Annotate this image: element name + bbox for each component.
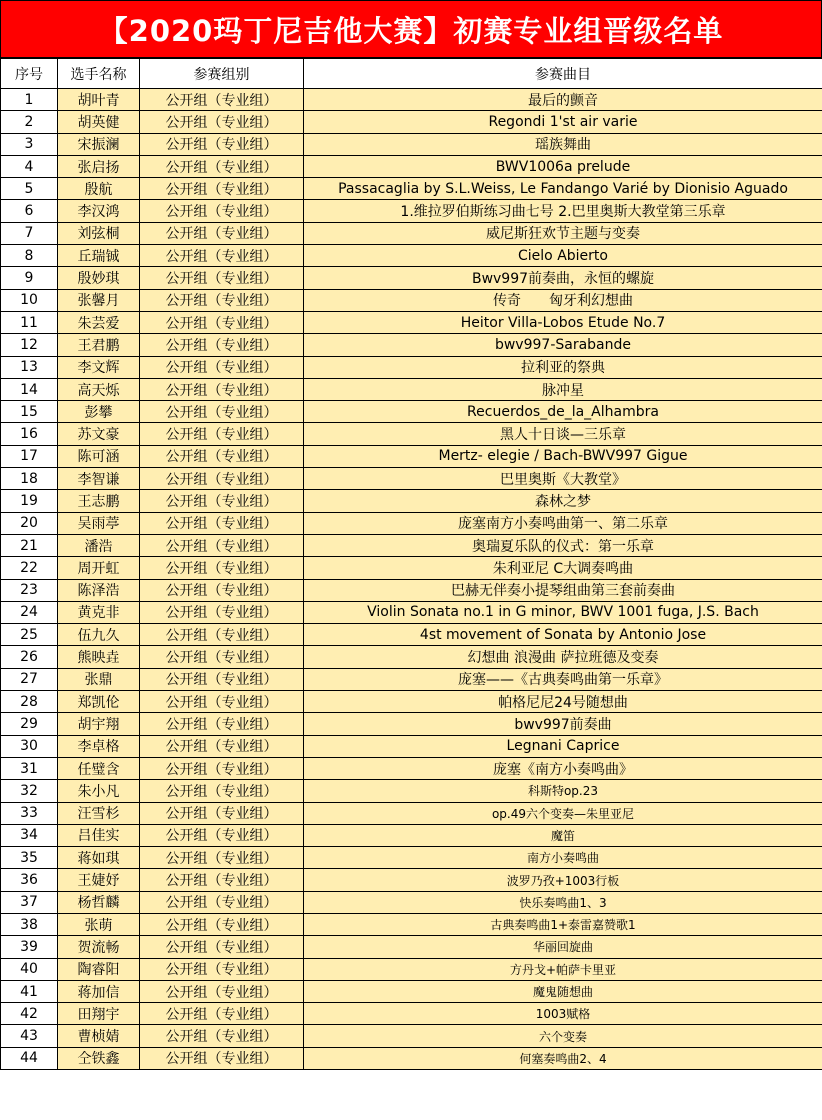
row-seq: 4 — [1, 155, 58, 177]
row-name: 郑凯伦 — [58, 691, 140, 713]
table-row — [1, 222, 822, 244]
row-name: 宋振澜 — [58, 133, 140, 155]
header-group: 参赛组别 — [140, 59, 304, 89]
row-seq: 39 — [1, 936, 58, 958]
row-seq: 2 — [1, 111, 58, 133]
table-row — [1, 445, 822, 467]
row-seq: 42 — [1, 1003, 58, 1025]
table-row — [1, 579, 822, 601]
row-piece: 1003赋格 — [304, 1003, 822, 1025]
row-piece: Legnani Caprice — [304, 735, 822, 757]
row-group: 公开组（专业组） — [140, 245, 304, 267]
row-seq: 15 — [1, 401, 58, 423]
row-name: 陈泽浩 — [58, 579, 140, 601]
row-piece: 南方小奏鸣曲 — [304, 847, 822, 869]
row-group: 公开组（专业组） — [140, 646, 304, 668]
row-name: 胡英健 — [58, 111, 140, 133]
row-piece: 4st movement of Sonata by Antonio Jose — [304, 624, 822, 646]
row-piece: 波罗乃孜+1003行板 — [304, 869, 822, 891]
row-piece: 六个变奏 — [304, 1025, 822, 1047]
row-name: 贺流畅 — [58, 936, 140, 958]
row-piece: 传奇 匈牙利幻想曲 — [304, 289, 822, 311]
row-seq: 35 — [1, 847, 58, 869]
row-group: 公开组（专业组） — [140, 378, 304, 400]
row-seq: 1 — [1, 89, 58, 111]
row-piece: 巴里奥斯《大教堂》 — [304, 468, 822, 490]
row-name: 朱小凡 — [58, 780, 140, 802]
row-group: 公开组（专业组） — [140, 757, 304, 779]
row-seq: 17 — [1, 445, 58, 467]
table-row — [1, 624, 822, 646]
row-seq: 31 — [1, 757, 58, 779]
row-seq: 22 — [1, 557, 58, 579]
row-group: 公开组（专业组） — [140, 980, 304, 1002]
row-seq: 32 — [1, 780, 58, 802]
table-row — [1, 356, 822, 378]
row-seq: 29 — [1, 713, 58, 735]
table-row — [1, 713, 822, 735]
row-group: 公开组（专业组） — [140, 1025, 304, 1047]
row-seq: 18 — [1, 468, 58, 490]
table-row — [1, 958, 822, 980]
row-seq: 14 — [1, 378, 58, 400]
row-seq: 36 — [1, 869, 58, 891]
table-row — [1, 289, 822, 311]
row-piece: 幻想曲 浪漫曲 萨拉班德及变奏 — [304, 646, 822, 668]
row-piece: Violin Sonata no.1 in G minor, BWV 1001 fuga, J.S. Bach — [304, 601, 822, 623]
row-seq: 34 — [1, 824, 58, 846]
row-seq: 28 — [1, 691, 58, 713]
row-piece: bwv997前奏曲 — [304, 713, 822, 735]
table-row — [1, 133, 822, 155]
row-name: 蒋加信 — [58, 980, 140, 1002]
row-group: 公开组（专业组） — [140, 111, 304, 133]
row-piece: 古典奏鸣曲1+泰雷嘉赞歌1 — [304, 913, 822, 935]
row-seq: 20 — [1, 512, 58, 534]
row-name: 朱芸爱 — [58, 311, 140, 333]
row-piece: Bwv997前奏曲，永恒的螺旋 — [304, 267, 822, 289]
table-row — [1, 557, 822, 579]
row-group: 公开组（专业组） — [140, 624, 304, 646]
table-row — [1, 334, 822, 356]
row-name: 吴雨葶 — [58, 512, 140, 534]
row-piece: 脉冲星 — [304, 378, 822, 400]
row-group: 公开组（专业组） — [140, 936, 304, 958]
table-row — [1, 111, 822, 133]
table-row — [1, 601, 822, 623]
row-name: 吕佳实 — [58, 824, 140, 846]
table-row — [1, 490, 822, 512]
row-piece: 朱利亚尼 C大调奏鸣曲 — [304, 557, 822, 579]
row-name: 胡宇翔 — [58, 713, 140, 735]
table-row — [1, 378, 822, 400]
row-piece: 魔鬼随想曲 — [304, 980, 822, 1002]
row-name: 陈可涵 — [58, 445, 140, 467]
row-seq: 40 — [1, 958, 58, 980]
row-name: 汪雪杉 — [58, 802, 140, 824]
row-group: 公开组（专业组） — [140, 780, 304, 802]
table-row — [1, 534, 822, 556]
row-group: 公开组（专业组） — [140, 534, 304, 556]
row-group: 公开组（专业组） — [140, 668, 304, 690]
row-group: 公开组（专业组） — [140, 133, 304, 155]
table-row — [1, 245, 822, 267]
row-seq: 5 — [1, 178, 58, 200]
row-name: 蒋如琪 — [58, 847, 140, 869]
row-seq: 19 — [1, 490, 58, 512]
row-name: 王志鹏 — [58, 490, 140, 512]
row-seq: 8 — [1, 245, 58, 267]
row-name: 杨哲麟 — [58, 891, 140, 913]
row-group: 公开组（专业组） — [140, 891, 304, 913]
row-seq: 33 — [1, 802, 58, 824]
row-piece: Passacaglia by S.L.Weiss, Le Fandango Varié by Dionisio Aguado — [304, 178, 822, 200]
row-group: 公开组（专业组） — [140, 1003, 304, 1025]
table-row — [1, 735, 822, 757]
header-seq: 序号 — [1, 59, 58, 89]
table-row — [1, 891, 822, 913]
row-seq: 6 — [1, 200, 58, 222]
row-group: 公开组（专业组） — [140, 691, 304, 713]
row-name: 黄克非 — [58, 601, 140, 623]
row-seq: 12 — [1, 334, 58, 356]
row-group: 公开组（专业组） — [140, 802, 304, 824]
row-name: 丘瑞铖 — [58, 245, 140, 267]
row-piece: op.49六个变奏—朱里亚尼 — [304, 802, 822, 824]
row-piece: 黑人十日谈—三乐章 — [304, 423, 822, 445]
row-group: 公开组（专业组） — [140, 222, 304, 244]
table-row — [1, 311, 822, 333]
row-name: 周开虹 — [58, 557, 140, 579]
row-seq: 41 — [1, 980, 58, 1002]
row-piece: Recuerdos_de_la_Alhambra — [304, 401, 822, 423]
table-row — [1, 1003, 822, 1025]
row-group: 公开组（专业组） — [140, 445, 304, 467]
row-name: 张萌 — [58, 913, 140, 935]
row-piece: 科斯特op.23 — [304, 780, 822, 802]
table-row — [1, 267, 822, 289]
row-group: 公开组（专业组） — [140, 713, 304, 735]
row-piece: 最后的颤音 — [304, 89, 822, 111]
row-group: 公开组（专业组） — [140, 735, 304, 757]
row-group: 公开组（专业组） — [140, 824, 304, 846]
row-piece: 庞塞南方小奏鸣曲第一、第二乐章 — [304, 512, 822, 534]
row-name: 胡叶青 — [58, 89, 140, 111]
row-group: 公开组（专业组） — [140, 579, 304, 601]
row-name: 王婕妤 — [58, 869, 140, 891]
table-row — [1, 980, 822, 1002]
row-name: 张鼎 — [58, 668, 140, 690]
row-piece: 庞塞《南方小奏鸣曲》 — [304, 757, 822, 779]
row-seq: 10 — [1, 289, 58, 311]
row-seq: 13 — [1, 356, 58, 378]
row-seq: 43 — [1, 1025, 58, 1047]
row-name: 殷妙琪 — [58, 267, 140, 289]
row-name: 张馨月 — [58, 289, 140, 311]
row-seq: 16 — [1, 423, 58, 445]
row-group: 公开组（专业组） — [140, 1047, 304, 1069]
row-seq: 23 — [1, 579, 58, 601]
row-seq: 3 — [1, 133, 58, 155]
row-group: 公开组（专业组） — [140, 267, 304, 289]
row-name: 刘弦桐 — [58, 222, 140, 244]
table-row — [1, 668, 822, 690]
row-name: 潘浩 — [58, 534, 140, 556]
table-row — [1, 1025, 822, 1047]
table-row — [1, 178, 822, 200]
row-group: 公开组（专业组） — [140, 468, 304, 490]
row-group: 公开组（专业组） — [140, 178, 304, 200]
row-piece: Regondi 1'st air varie — [304, 111, 822, 133]
row-seq: 24 — [1, 601, 58, 623]
row-name: 李汉鸿 — [58, 200, 140, 222]
header-name: 选手名称 — [58, 59, 140, 89]
row-name: 王君鹏 — [58, 334, 140, 356]
row-seq: 26 — [1, 646, 58, 668]
row-group: 公开组（专业组） — [140, 89, 304, 111]
row-group: 公开组（专业组） — [140, 490, 304, 512]
table-row — [1, 646, 822, 668]
row-name: 田翔宇 — [58, 1003, 140, 1025]
table-row — [1, 802, 822, 824]
row-group: 公开组（专业组） — [140, 401, 304, 423]
row-piece: 快乐奏鸣曲1、3 — [304, 891, 822, 913]
row-seq: 27 — [1, 668, 58, 690]
row-group: 公开组（专业组） — [140, 601, 304, 623]
row-piece: Cielo Abierto — [304, 245, 822, 267]
row-group: 公开组（专业组） — [140, 847, 304, 869]
table-row — [1, 200, 822, 222]
row-piece: Heitor Villa-Lobos Etude No.7 — [304, 311, 822, 333]
row-name: 任璧含 — [58, 757, 140, 779]
table-row — [1, 401, 822, 423]
row-name: 李文辉 — [58, 356, 140, 378]
row-name: 张启扬 — [58, 155, 140, 177]
row-group: 公开组（专业组） — [140, 200, 304, 222]
row-group: 公开组（专业组） — [140, 913, 304, 935]
row-name: 熊映垚 — [58, 646, 140, 668]
row-piece: Mertz- elegie / Bach-BWV997 Gigue — [304, 445, 822, 467]
table-row — [1, 913, 822, 935]
row-piece: bwv997-Sarabande — [304, 334, 822, 356]
header-row — [1, 59, 822, 89]
row-name: 殷航 — [58, 178, 140, 200]
row-name: 高天烁 — [58, 378, 140, 400]
row-piece: 巴赫无伴奏小提琴组曲第三套前奏曲 — [304, 579, 822, 601]
row-name: 李卓格 — [58, 735, 140, 757]
row-piece: 方丹戈+帕萨卡里亚 — [304, 958, 822, 980]
table-row — [1, 423, 822, 445]
row-seq: 9 — [1, 267, 58, 289]
row-name: 彭攀 — [58, 401, 140, 423]
row-seq: 38 — [1, 913, 58, 935]
sheet-title: 【2020玛丁尼吉他大赛】初赛专业组晋级名单 — [0, 0, 822, 58]
row-piece: 华丽回旋曲 — [304, 936, 822, 958]
row-seq: 7 — [1, 222, 58, 244]
results-table — [0, 58, 822, 1070]
table-row — [1, 155, 822, 177]
table-row — [1, 824, 822, 846]
row-piece: BWV1006a prelude — [304, 155, 822, 177]
row-group: 公开组（专业组） — [140, 155, 304, 177]
row-seq: 30 — [1, 735, 58, 757]
row-piece: 瑶族舞曲 — [304, 133, 822, 155]
table-row — [1, 757, 822, 779]
row-group: 公开组（专业组） — [140, 512, 304, 534]
row-group: 公开组（专业组） — [140, 958, 304, 980]
row-seq: 11 — [1, 311, 58, 333]
row-piece: 拉利亚的祭典 — [304, 356, 822, 378]
row-group: 公开组（专业组） — [140, 289, 304, 311]
row-piece: 1.维拉罗伯斯练习曲七号 2.巴里奥斯大教堂第三乐章 — [304, 200, 822, 222]
table-row — [1, 691, 822, 713]
row-seq: 25 — [1, 624, 58, 646]
row-group: 公开组（专业组） — [140, 334, 304, 356]
row-seq: 37 — [1, 891, 58, 913]
table-row — [1, 869, 822, 891]
table-row — [1, 512, 822, 534]
row-name: 曹桢婧 — [58, 1025, 140, 1047]
row-seq: 44 — [1, 1047, 58, 1069]
table-row — [1, 847, 822, 869]
row-piece: 魔笛 — [304, 824, 822, 846]
table-row — [1, 468, 822, 490]
row-group: 公开组（专业组） — [140, 557, 304, 579]
row-name: 苏文豪 — [58, 423, 140, 445]
row-piece: 奥瑞夏乐队的仪式：第一乐章 — [304, 534, 822, 556]
table-row — [1, 1047, 822, 1069]
table-row — [1, 780, 822, 802]
row-group: 公开组（专业组） — [140, 356, 304, 378]
table-row — [1, 936, 822, 958]
row-piece: 庞塞——《古典奏鸣曲第一乐章》 — [304, 668, 822, 690]
row-group: 公开组（专业组） — [140, 869, 304, 891]
row-seq: 21 — [1, 534, 58, 556]
row-group: 公开组（专业组） — [140, 311, 304, 333]
row-piece: 帕格尼尼24号随想曲 — [304, 691, 822, 713]
row-name: 李智谦 — [58, 468, 140, 490]
row-group: 公开组（专业组） — [140, 423, 304, 445]
header-piece: 参赛曲目 — [304, 59, 822, 89]
row-piece: 何塞奏鸣曲2、4 — [304, 1047, 822, 1069]
table-row — [1, 89, 822, 111]
row-name: 陶睿阳 — [58, 958, 140, 980]
row-name: 仝铁鑫 — [58, 1047, 140, 1069]
row-name: 伍九久 — [58, 624, 140, 646]
row-piece: 威尼斯狂欢节主题与变奏 — [304, 222, 822, 244]
row-piece: 森林之梦 — [304, 490, 822, 512]
